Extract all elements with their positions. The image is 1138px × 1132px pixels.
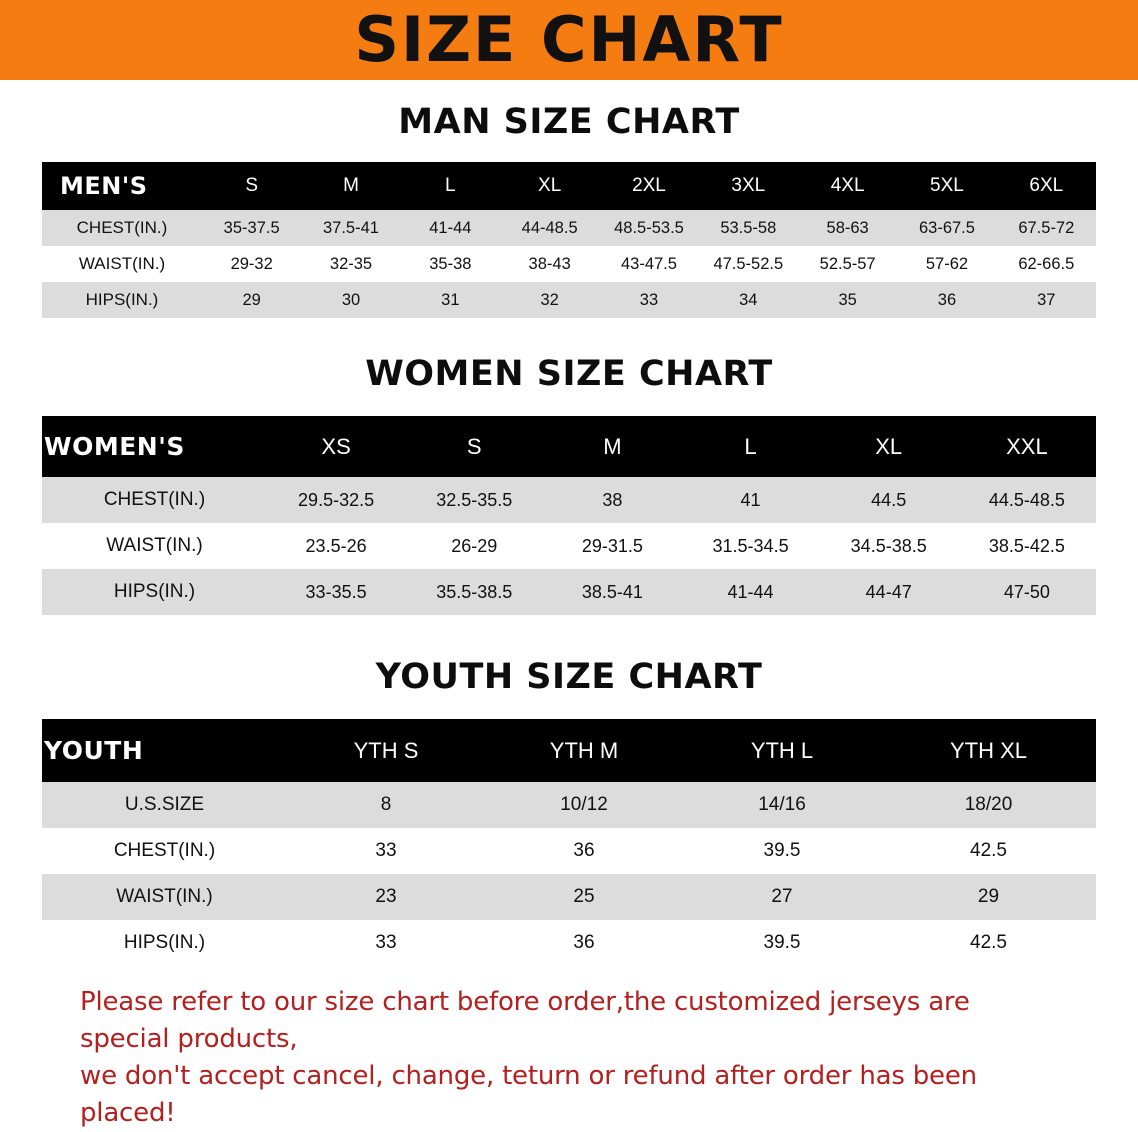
cell: 32.5-35.5 <box>436 489 513 510</box>
cell: 67.5-72 <box>1018 218 1075 237</box>
row-label: HIPS(IN.) <box>113 581 196 603</box>
cell: 23 <box>375 886 397 908</box>
cell: 36 <box>937 290 957 309</box>
women-header-label: WOMEN'S <box>44 432 185 462</box>
cell: 44.5 <box>871 489 907 510</box>
table-header-row <box>42 719 1096 782</box>
cell: 44-47 <box>865 581 912 602</box>
youth-header-cell: YTH XL <box>949 737 1028 763</box>
cell: 62-66.5 <box>1018 254 1075 273</box>
cell: 26-29 <box>451 535 498 556</box>
cell: 36 <box>573 840 595 862</box>
cell: 34.5-38.5 <box>850 535 927 556</box>
table-header-row <box>42 162 1096 210</box>
cell: 29 <box>977 886 1000 908</box>
cell: 29-31.5 <box>581 535 643 556</box>
disclaimer-note <box>42 984 1096 1132</box>
banner <box>0 0 1138 80</box>
cell: 29 <box>242 290 261 309</box>
men-header-cell: 4XL <box>830 175 865 197</box>
cell: 35 <box>838 290 857 309</box>
cell: 31.5-34.5 <box>712 535 789 556</box>
cell: 42.5 <box>970 840 1007 862</box>
men-header-cell: 2XL <box>632 175 666 197</box>
cell: 38 <box>602 489 623 510</box>
men-header-label: MEN'S <box>60 172 148 201</box>
youth-header-label: YOUTH <box>44 736 144 766</box>
note-line-2: we don't accept cancel, change, teturn or refund after order has been placed! <box>80 1061 977 1129</box>
men-header-cell: M <box>343 175 359 197</box>
cell: 8 <box>380 794 392 816</box>
row-label: CHEST(IN.) <box>76 218 168 238</box>
cell: 32-35 <box>329 254 373 273</box>
men-header-cell: L <box>445 175 456 197</box>
men-header-cell: 3XL <box>731 175 766 197</box>
men-size-table <box>42 162 1096 318</box>
cell: 18/20 <box>964 794 1013 816</box>
cell: 39.5 <box>763 840 801 862</box>
page-title: SIZE CHART <box>354 3 784 77</box>
table-row <box>42 246 1096 282</box>
women-header-cell: S <box>466 433 482 459</box>
youth-size-table <box>42 719 1096 966</box>
cell: 33-35.5 <box>305 581 367 602</box>
row-label: WAIST(IN.) <box>106 535 203 557</box>
women-size-table <box>42 416 1096 615</box>
row-label: HIPS(IN.) <box>85 290 159 310</box>
cell: 57-62 <box>925 254 969 273</box>
women-header-cell: XS <box>321 433 351 459</box>
table-header-row <box>42 416 1096 477</box>
cell: 41-44 <box>727 581 774 602</box>
men-header-cell: XL <box>538 175 562 197</box>
cell: 29-32 <box>230 254 273 273</box>
table-row <box>42 874 1096 920</box>
cell: 10/12 <box>560 794 608 816</box>
women-header-cell: XXL <box>1006 433 1048 459</box>
row-label: U.S.SIZE <box>124 794 205 816</box>
row-label: HIPS(IN.) <box>123 932 206 954</box>
table-row <box>42 782 1096 828</box>
cell: 48.5-53.5 <box>614 218 684 237</box>
women-header-cell: M <box>603 433 622 459</box>
cell: 38-43 <box>528 254 571 273</box>
row-label: CHEST(IN.) <box>113 840 216 862</box>
cell: 52.5-57 <box>819 254 876 273</box>
table-row <box>42 210 1096 246</box>
youth-header-cell: YTH L <box>750 737 814 763</box>
cell: 32 <box>540 290 559 309</box>
women-section-title: WOMEN SIZE CHART <box>365 354 773 395</box>
cell: 38.5-42.5 <box>988 535 1065 556</box>
cell: 14/16 <box>758 794 806 816</box>
men-header-cell: S <box>245 175 258 197</box>
cell: 44-48.5 <box>521 218 578 237</box>
cell: 41 <box>740 489 761 510</box>
row-label: WAIST(IN.) <box>78 254 166 274</box>
cell: 25 <box>573 886 595 908</box>
men-header-cell: 6XL <box>1029 175 1064 197</box>
cell: 47-50 <box>1003 581 1050 602</box>
table-row <box>42 828 1096 874</box>
cell: 35-37.5 <box>223 218 280 237</box>
cell: 47.5-52.5 <box>713 254 784 273</box>
cell: 35.5-38.5 <box>436 581 513 602</box>
cell: 23.5-26 <box>305 535 367 556</box>
men-header-cell: 5XL <box>930 175 964 197</box>
cell: 41-44 <box>429 218 472 237</box>
women-header-cell: L <box>744 433 757 459</box>
cell: 44.5-48.5 <box>988 489 1065 510</box>
cell: 29.5-32.5 <box>298 489 375 510</box>
youth-section-title: YOUTH SIZE CHART <box>375 657 763 698</box>
cell: 53.5-58 <box>720 218 777 237</box>
cell: 33 <box>639 290 659 309</box>
cell: 58-63 <box>826 218 869 237</box>
cell: 42.5 <box>970 932 1007 954</box>
youth-header-cell: YTH M <box>549 737 619 763</box>
row-label: CHEST(IN.) <box>103 489 206 511</box>
cell: 31 <box>441 290 460 309</box>
row-label: WAIST(IN.) <box>116 886 213 908</box>
women-header-cell: XL <box>875 433 903 459</box>
table-row <box>42 920 1096 966</box>
cell: 63-67.5 <box>918 218 975 237</box>
cell: 33 <box>375 840 397 862</box>
table-row <box>42 282 1096 318</box>
cell: 34 <box>739 290 758 309</box>
cell: 37.5-41 <box>323 218 379 237</box>
cell: 30 <box>341 290 361 309</box>
cell: 35-38 <box>429 254 472 273</box>
men-section-title: MAN SIZE CHART <box>398 102 740 143</box>
cell: 37 <box>1037 290 1056 309</box>
table-row <box>42 569 1096 615</box>
content <box>0 80 1138 1132</box>
cell: 33 <box>375 932 397 954</box>
cell: 27 <box>771 886 793 908</box>
youth-header-cell: YTH S <box>353 737 419 763</box>
cell: 36 <box>573 932 595 954</box>
note-line-1: Please refer to our size chart before order,the customized jerseys are special products, <box>80 987 970 1055</box>
cell: 38.5-41 <box>581 581 643 602</box>
table-row <box>42 523 1096 569</box>
cell: 43-47.5 <box>620 254 677 273</box>
table-row <box>42 477 1096 523</box>
cell: 39.5 <box>763 932 801 954</box>
